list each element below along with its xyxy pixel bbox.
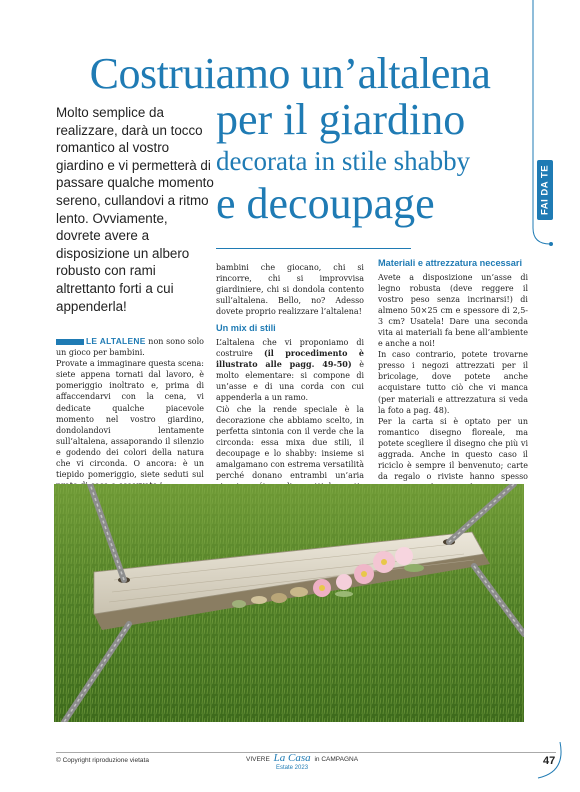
lead-rest: non sono solo un gioco per bambini. — [56, 337, 204, 358]
col3-paragraph-3: Per la carta si è optato per un romantico disegno floreale, ma potete scegliere il disegno che più vi aggrada. Anche in questo caso il riciclo è sempre il benvenuto; carte da regalo o riviste hanno spesso — [378, 416, 528, 482]
title-line-2: per il giardino — [216, 95, 466, 144]
intro-text: Molto semplice da realizzare, darà un tocco romantico al vostro giardino e vi permetterà di passare qualche momento sereno, cullandovi a ritmo lento. Ovviamente, dovrete avere a disposizione un albero robusto con rami altrettanto forti a cui appenderla! — [56, 105, 214, 314]
lead-caps: LE ALTALENE — [86, 336, 146, 346]
brand-name: La Casa — [273, 752, 311, 764]
col2-p2-bold: (il procedimento è illustrato alle pagg. 49-50) — [216, 348, 364, 370]
col2-paragraph-3: Ciò che la rende speciale è la decorazione che abbiamo scelto, in perfetta sintonia con il verde che la circonda: essa mixa due stili, il decoupage e lo shabby: insieme si amalgamano con estrema versatilità perché donano entrambi un’aria — [216, 404, 364, 481]
brand-pre: VIVERE — [246, 756, 270, 763]
subheading-materials: Materiali e attrezzatura necessari — [378, 258, 523, 268]
col3-paragraph-2: In caso contrario, potete trovarne presso i negozi attrezzati per il bricolage, dove potete anche acquistare tutto ciò che vi manca (per materiali e attrezzatura si veda la foto a pag. 48). — [378, 350, 528, 415]
title-line-4: e decoupage — [216, 179, 435, 228]
copyright-notice: © Copyright riproduzione vietata — [56, 757, 149, 764]
col1-paragraph: Provate a immaginare questa scena: siete appena tornati dal lavoro, è pomeriggio inoltrato e, prima di affaccendarvi con la cena, vi dedicate qualche piacevole momento nel vostro giardino, dondolandovi lentamente sull’altalena, assaporando il silenzio e godendo dei colori della natura che vi circonda. O ancora: è un tiepido pomeriggio, siete seduti sul — [56, 359, 204, 480]
lead-bar — [56, 339, 84, 345]
article-column-1 — [56, 336, 204, 491]
article-column-3 — [378, 258, 528, 493]
lead-paragraph — [56, 336, 204, 358]
col2-paragraph-2 — [216, 337, 364, 404]
subheading-mix: Un mix di stili — [216, 323, 276, 334]
col2-paragraph-1: bambini che giocano, chi si rincorre, chi si improvvisa giardiniere, chi si dondola contento sull’altalena. Bello, no? Adesso dovete proprio realizzare l’altalena! — [216, 263, 364, 317]
col2-p2-after: è molto elementare: si compone di un’asse e di una corda con cui appenderla a un ramo. — [216, 360, 364, 403]
col3-paragraph-1: Avete a disposizione un’asse di legno robusta (deve reggere il vostro peso senza incrinarsi!) di almeno 50×25 cm e spessore di 2,5-3 cm? Usatela! Dare una seconda vita ai materiali fa bene all’ambiente e anche a noi! — [378, 272, 528, 349]
title-line-3: decorata in stile shabby — [216, 146, 471, 176]
title-divider — [216, 248, 411, 249]
issue-season: Estate 2023 — [276, 765, 309, 771]
swing-photo — [54, 484, 524, 722]
title-line-1: Costruiamo un’altalena — [89, 49, 491, 98]
magazine-brand — [246, 752, 358, 764]
side-tab: FAI DA TE — [537, 160, 553, 220]
col2-p2-before: L’altalena che vi proponiamo di costruire — [216, 337, 364, 359]
article-column-2 — [216, 262, 364, 492]
brand-post: in CAMPAGNA — [314, 756, 359, 763]
page-number: 47 — [543, 755, 556, 767]
